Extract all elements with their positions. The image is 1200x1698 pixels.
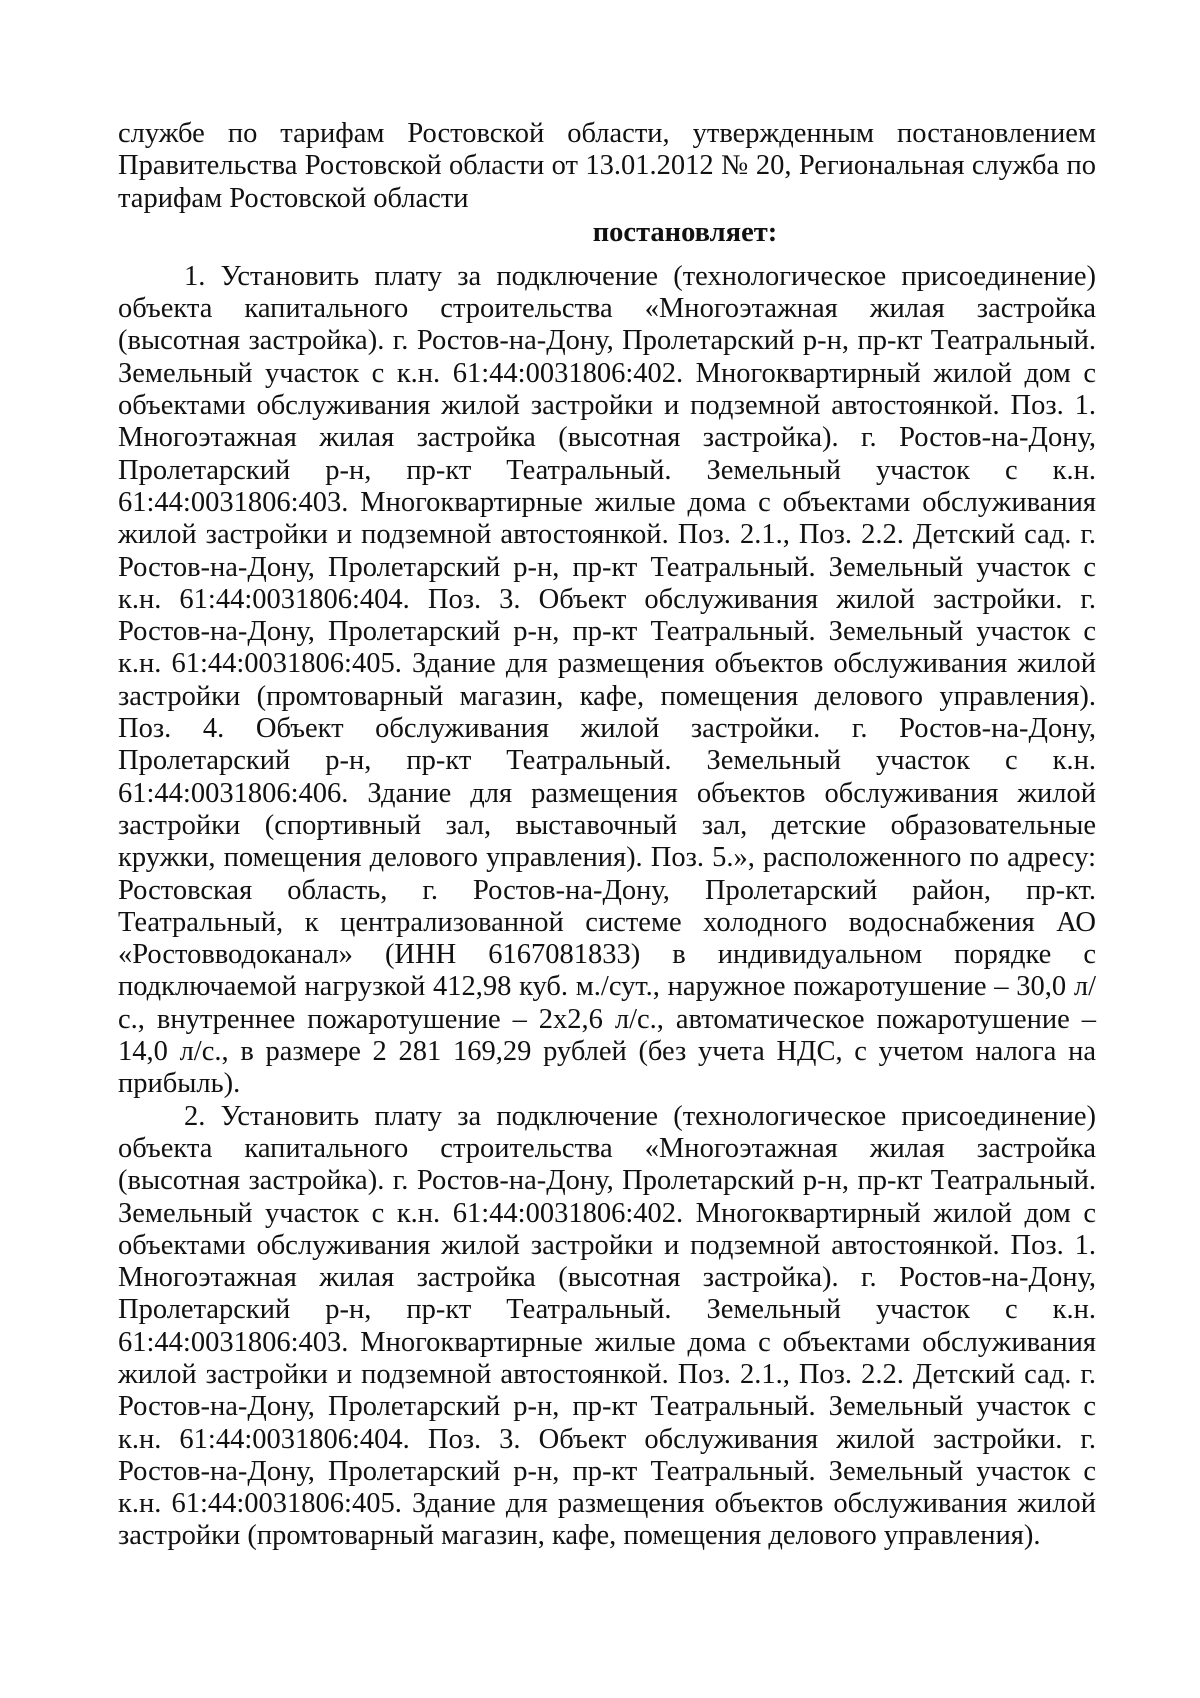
intro-paragraph: службе по тарифам Ростовской области, утвержденным постановлением Правительства Ростовской области от 13.01.2012 № 20, Региональная служба по тарифам Ростовской области: [118, 118, 1096, 214]
resolution-heading: постановляет:: [592, 216, 778, 248]
paragraph-1: 1. Установить плату за подключение (технологическое присоединение) объекта капитального строительства «Многоэтажная жилая застройка (высотная застройка). г. Ростов-на-Дону, Пролетарский р-н, пр-кт Театральный. Земельный участок с к.н. 61:44:0031806:402. Многоквартирный жилой дом с объектами обслуживания жилой застройки и подземной автостоянкой. Поз. 1. Многоэтажная жилая застройка (высотная застройка). г. Ростов-на-Дону, Пролетарский р-н, пр-кт Театральный. Земельный участок с к.н. 61:44:0031806:403. Многоквартирные жилые дома с объектами обслуживания жилой застройки и подземной автостоянкой. Поз. 2.1., Поз. 2.2. Детский сад. г. Ростов-на-Дону, Пролетарский р-н, пр-кт Театральный. Земельный участок с к.н. 61:44:0031806:404. Поз. 3. Объект обслуживания жилой застройки. г. Ростов-на-Дону, Пролетарский р-н, пр-кт Театральный. Земельный участок с к.н. 61:44:0031806:405. Здание для размещения объектов обслуживания жилой застройки (промтоварный магазин, кафе, помещения делового управления). Поз. 4. Объект обслуживания жилой застройки. г. Ростов-на-Дону, Пролетарский р-н, пр-кт Театральный. Земельный участок с к.н. 61:44:0031806:406. Здание для размещения объектов обслуживания жилой застройки (спортивный зал, выставочный зал, детские образовательные кружки, помещения делового управления). Поз. 5.», расположенного по адресу: Ростовская область, г. Ростов-на-Дону, Пролетарский район, пр-кт. Театральный, к централизованной системе холодного водоснабжения АО «Ростовводоканал» (ИНН 6167081833) в индивидуальном порядке с подключаемой нагрузкой 412,98 куб. м./сут., наружное пожаротушение – 30,0 л/с., внутреннее пожаротушение – 2х2,6 л/с., автоматическое пожаротушение – 14,0 л/с., в размере 2 281 169,29 рублей (без учета НДС, с учетом налога на прибыль).: [118, 260, 1096, 1100]
paragraph-2: 2. Установить плату за подключение (технологическое присоединение) объекта капитального строительства «Многоэтажная жилая застройка (высотная застройка). г. Ростов-на-Дону, Пролетарский р-н, пр-кт Театральный. Земельный участок с к.н. 61:44:0031806:402. Многоквартирный жилой дом с объектами обслуживания жилой застройки и подземной автостоянкой. Поз. 1. Многоэтажная жилая застройка (высотная застройка). г. Ростов-на-Дону, Пролетарский р-н, пр-кт Театральный. Земельный участок с к.н. 61:44:0031806:403. Многоквартирные жилые дома с объектами обслуживания жилой застройки и подземной автостоянкой. Поз. 2.1., Поз. 2.2. Детский сад. г. Ростов-на-Дону, Пролетарский р-н, пр-кт Театральный. Земельный участок с к.н. 61:44:0031806:404. Поз. 3. Объект обслуживания жилой застройки. г. Ростов-на-Дону, Пролетарский р-н, пр-кт Театральный. Земельный участок с к.н. 61:44:0031806:405. Здание для размещения объектов обслуживания жилой застройки (промтоварный магазин, кафе, помещения делового управления).: [118, 1100, 1096, 1552]
